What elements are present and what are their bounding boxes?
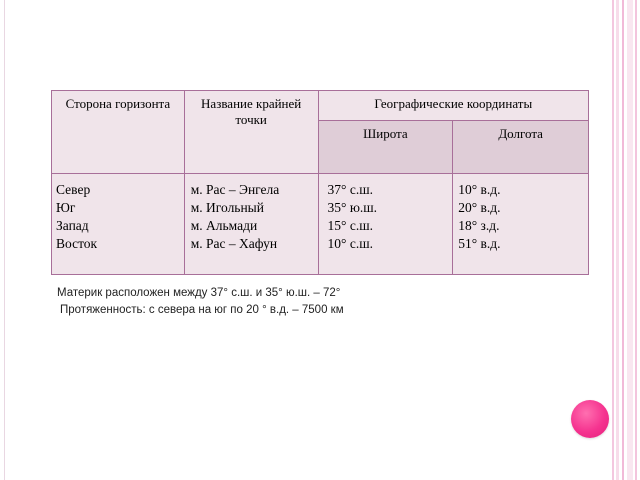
header-lat-label: Широта: [363, 126, 408, 141]
cell-lon: 10° в.д.: [458, 182, 501, 197]
decor-stripe: [616, 0, 619, 480]
header-name: [184, 91, 318, 174]
decor-stripe: [635, 0, 637, 480]
header-lat: [318, 121, 453, 174]
cell-lon: 18° з.д.: [458, 218, 500, 233]
cell-side: Север: [56, 182, 91, 197]
cell-name: м. Альмади: [190, 218, 258, 233]
header-lon-label: Долгота: [498, 126, 543, 141]
note-line-2: Протяженность: с севера на юг по 20 ° в.д. – 7500 км: [60, 304, 344, 316]
cell-lat: 15° с.ш.: [327, 218, 373, 233]
column-name: [184, 174, 318, 275]
decor-stripe: [612, 0, 614, 480]
header-coords: [318, 91, 588, 121]
cell-lon: 20° в.д.: [458, 200, 501, 215]
cell-lon: 51° в.д.: [458, 236, 501, 251]
extreme-points-table: [51, 90, 589, 275]
cell-lat: 10° с.ш.: [327, 236, 373, 251]
cell-name: м. Рас – Энгела: [190, 182, 280, 197]
column-lat: [318, 174, 453, 275]
cell-side: Юг: [56, 200, 76, 215]
header-side: [52, 91, 185, 174]
note-line-1: Материк расположен между 37° с.ш. и 35° ю.ш. – 72°: [57, 287, 341, 299]
pink-circle-decoration: [571, 400, 609, 438]
cell-lat: 35° ю.ш.: [327, 200, 378, 215]
cell-name: м. Рас – Хафун: [190, 236, 278, 251]
header-lon: [453, 121, 589, 174]
cell-side: Восток: [56, 236, 98, 251]
cell-name: м. Игольный: [190, 200, 264, 215]
header-side-label: Сторона горизонта: [65, 96, 171, 111]
decor-stripe: [627, 0, 633, 480]
column-lon: [453, 174, 589, 275]
summary-note: [57, 285, 344, 319]
column-side: [52, 174, 185, 275]
cell-side: Запад: [56, 218, 89, 233]
decor-stripe: [622, 0, 624, 480]
cell-lat: 37° с.ш.: [327, 182, 373, 197]
header-name-label: Название крайней точки: [201, 96, 302, 127]
left-border-line: [4, 0, 5, 480]
header-coords-label: Географические координаты: [374, 96, 533, 111]
